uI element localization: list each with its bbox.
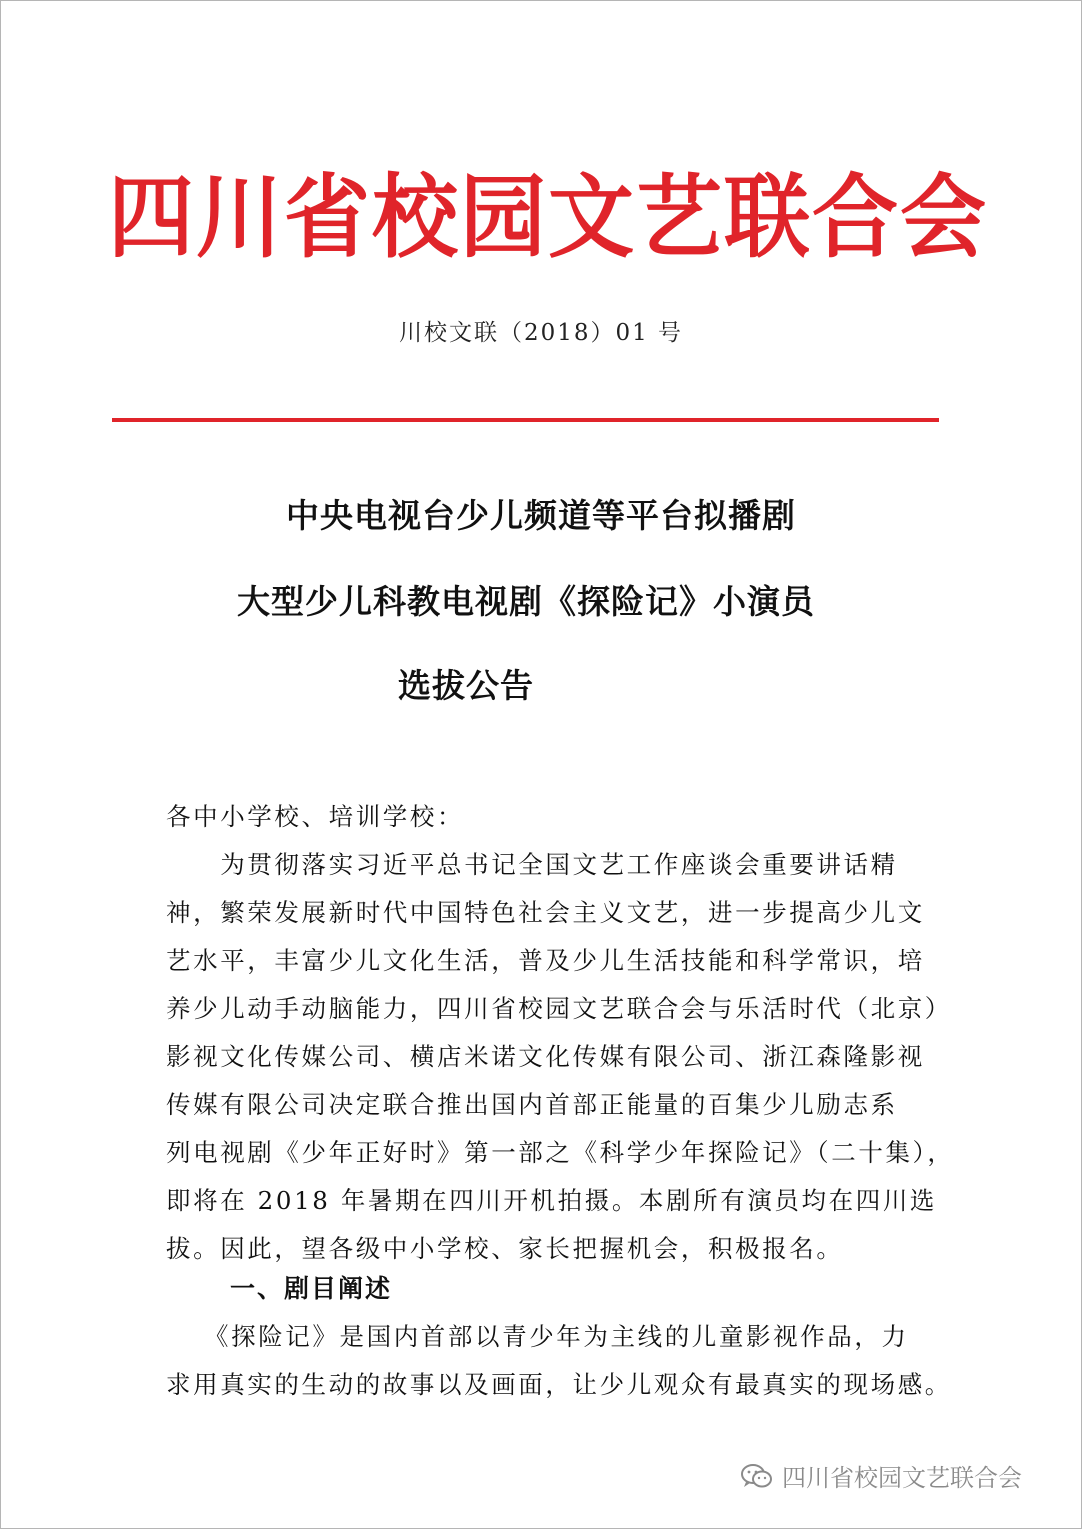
watermark: [740, 1458, 1022, 1493]
title-line-3: 选拔公告: [398, 666, 534, 705]
header-divider: [112, 418, 939, 422]
document-number: 川校文联（2018）01 号: [398, 320, 684, 346]
paragraph-line: 养少儿动手动脑能力，四川省校园文艺联合会与乐活时代（北京）: [166, 994, 952, 1023]
paragraph-line: 传媒有限公司决定联合推出国内首部正能量的百集少儿励志系: [166, 1090, 898, 1119]
paragraph-line: 《探险记》是国内首部以青少年为主线的儿童影视作品，力: [204, 1322, 909, 1351]
paragraph-line: 拔。因此，望各级中小学校、家长把握机会，积极报名。: [166, 1234, 844, 1263]
wechat-icon: [740, 1463, 774, 1489]
paragraph-line: 即将在 2018 年暑期在四川开机拍摄。本剧所有演员均在四川选: [166, 1186, 938, 1215]
paragraph-line: 神，繁荣发展新时代中国特色社会主义文艺，进一步提高少儿文: [166, 898, 925, 927]
paragraph-line: 列电视剧《少年正好时》第一部之《科学少年探险记》（二十集），: [166, 1138, 955, 1167]
title-line-2: 大型少儿科教电视剧《探险记》小演员: [237, 582, 815, 621]
paragraph-line: 为贯彻落实习近平总书记全国文艺工作座谈会重要讲话精: [166, 850, 898, 879]
organization-header: 四川省校园文艺联合会: [108, 165, 988, 271]
section-heading: 一、剧目阐述: [230, 1274, 393, 1303]
salutation: 各中小学校、培训学校：: [166, 802, 465, 831]
title-line-1: 中央电视台少儿频道等平台拟播剧: [286, 496, 796, 535]
paragraph-line: 求用真实的生动的故事以及画面，让少儿观众有最真实的现场感。: [166, 1370, 952, 1399]
paragraph-line: 艺水平，丰富少儿文化生活，普及少儿生活技能和科学常识，培: [166, 946, 925, 975]
watermark-text: 四川省校园文艺联合会: [782, 1464, 1022, 1492]
paragraph-line: 影视文化传媒公司、横店米诺文化传媒有限公司、浙江森隆影视: [166, 1042, 925, 1071]
